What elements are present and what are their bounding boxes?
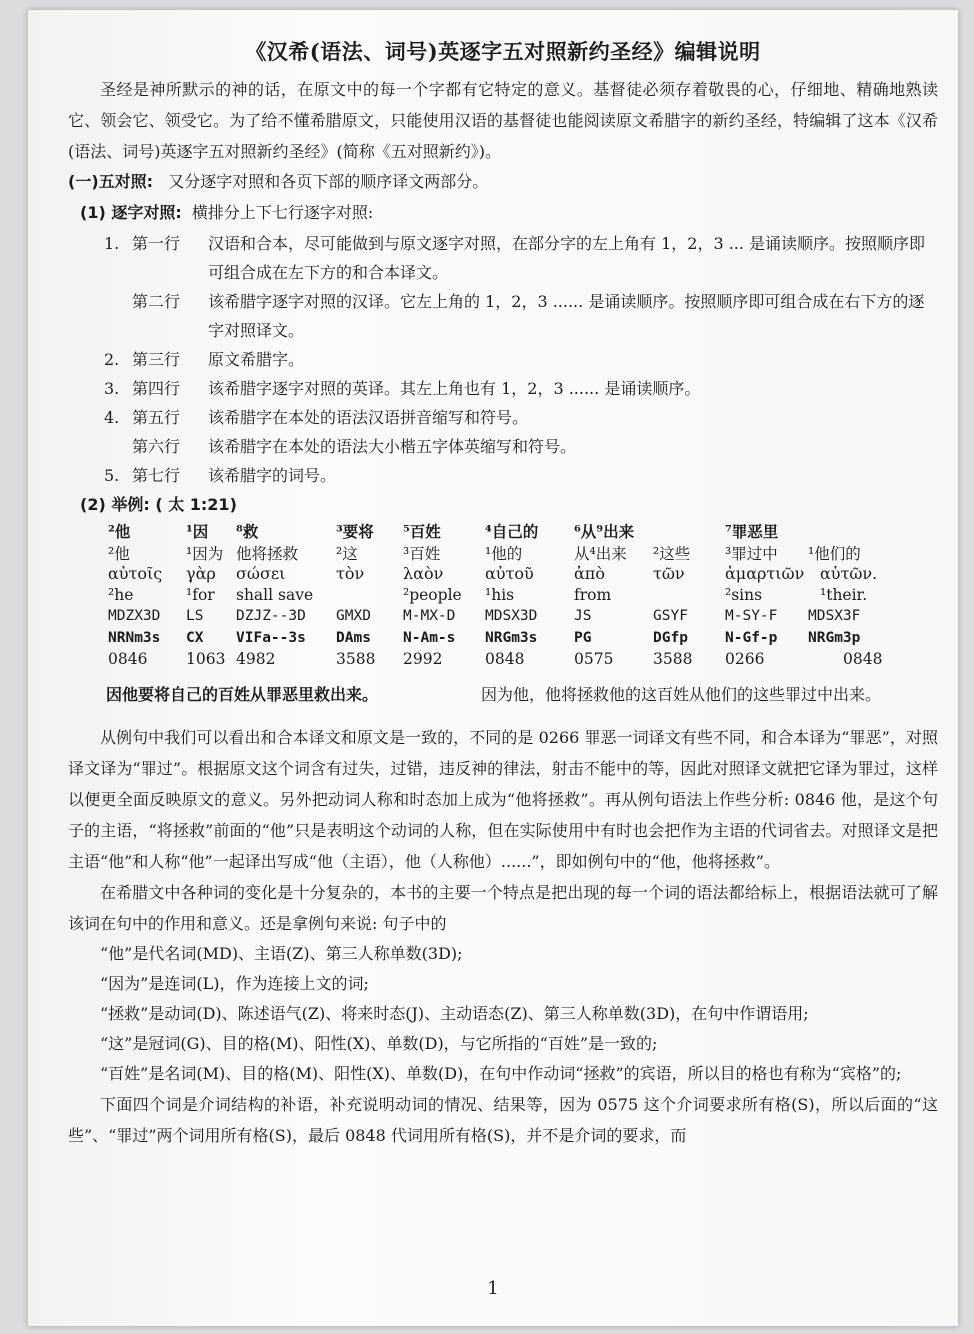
- ex4-cell: ²he: [108, 586, 134, 604]
- ex3-cell: αὐτῶν.: [820, 564, 878, 583]
- row-label: 第一行: [132, 234, 181, 253]
- grammar-item: “因为”是连词(L)，作为连接上文的词;: [100, 974, 369, 993]
- example-grid: [108, 520, 938, 666]
- ex6-cell: N-Am-s: [403, 630, 456, 646]
- row-item: [104, 374, 938, 403]
- row-item: [104, 345, 938, 374]
- row-label: 第四行: [132, 379, 181, 398]
- ex7-cell: 0848: [843, 650, 883, 668]
- example-label: (2) 举例:: [80, 495, 150, 514]
- ex1-cell: ⁸救: [236, 522, 259, 541]
- ex6-cell: PG: [574, 630, 592, 646]
- example-heading: [80, 490, 938, 520]
- literal-translation: 因为他，他将拯救他的这百姓从他们的这些罪过中出来。: [481, 685, 882, 704]
- ex4-cell: ¹their.: [820, 586, 868, 604]
- ex4-cell: ¹for: [186, 586, 215, 604]
- ex6-cell: NRGm3p: [808, 630, 861, 646]
- ex4-cell: ²sins: [725, 586, 763, 604]
- ex3-cell: ἁμαρτιῶν: [725, 564, 805, 583]
- ex5-cell: MDSX3F: [808, 608, 861, 624]
- ex6-cell: NRGm3s: [485, 630, 538, 646]
- ex6-cell: DAms: [336, 630, 371, 646]
- ex5-cell: GMXD: [336, 608, 371, 624]
- row-num: 5.: [104, 466, 120, 485]
- row-desc: 该希腊字在本处的语法大小楷五字体英缩写和符号。: [208, 437, 577, 456]
- row-list: [80, 229, 938, 490]
- analysis-paragraph: 从例句中我们可以看出和合本译文和原文是一致的，不同的是 0266 罪恶一词译文有些不同，和合本译为“罪恶”，对照译文译为“罪过”。根据原文这个词含有过失，过错，违反神的律法，射击不能中的等，因此对照译文就把它译为罪过，这样以便更全面反映原文的意义。另外把动词人称和时态加上成为“他将拯救”。再从例句语法上作些分析: 0846 他，是这个句子的主语，“将拯救”前面的“他”只是表明这个动词的人称，但在实际使用中有时也会把作为主语的代词省去。对照译文是把主语“他”和人称“他”一起译出写成“他（主语），他（人称他）......”，即如例句中的“他，他将拯救”。: [68, 728, 938, 871]
- ex2-cell: ¹他的: [485, 545, 523, 563]
- ex2-cell: ¹因为: [186, 545, 224, 563]
- row-label: 第七行: [132, 466, 181, 485]
- row-item: [104, 432, 938, 461]
- row-label: 第二行: [132, 292, 181, 311]
- ex2-cell: ³百姓: [403, 545, 441, 563]
- ex5-cell: MDZX3D: [108, 608, 161, 624]
- ex7-cell: 2992: [403, 650, 443, 668]
- ex6-cell: DGfp: [653, 630, 688, 646]
- grammar-item: “拯救”是动词(D)、陈述语气(Z)、将来时态(J)、主动语态(Z)、第三人称单数(3D)，在句中作谓语用;: [100, 1004, 809, 1023]
- row-desc: 该希腊字逐字对照的英译。其左上角也有 1，2，3 ...... 是诵读顺序。: [208, 379, 701, 398]
- row-desc: 该希腊字在本处的语法汉语拼音缩写和符号。: [208, 408, 529, 427]
- ex1-cell: ⁶从⁹出来: [574, 522, 635, 541]
- ex1-cell: ⁴自己的: [485, 522, 539, 541]
- section-text: 又分逐字对照和各页下部的顺序译文两部分。: [168, 172, 489, 191]
- section-label: (一)五对照:: [68, 172, 154, 191]
- document-page: [28, 10, 958, 1326]
- grammar-paragraph: 在希腊文中各种词的变化是十分复杂的，本书的主要一个特点是把出现的每一个词的语法都给标上，根据语法就可了解该词在句中的作用和意义。还是拿例句来说: 句子中的: [68, 883, 938, 933]
- grammar-item: “百姓”是名词(M)、目的格(M)、阳性(X)、单数(D)，在句中作动词“拯救”的宾语，所以目的格也有称为“宾格”的;: [100, 1064, 902, 1083]
- ex7-cell: 1063: [186, 650, 226, 668]
- ex3-cell: αὐτοῖς: [108, 564, 163, 583]
- union-translation: 因他要将自己的百姓从罪恶里救出来。: [106, 685, 379, 704]
- closing-paragraph: 下面四个词是介词结构的补语，补充说明动词的情况、结果等，因为 0575 这个介词要求所有格(S)，所以后面的“这些”、“罪过”两个词用所有格(S)，最后 0848 代词用所有格(S)，并不是介词的要求，而: [68, 1095, 938, 1145]
- ex1-cell: ³要将: [336, 522, 374, 541]
- ex3-cell: γὰρ: [186, 564, 216, 583]
- page-content: [68, 30, 938, 1151]
- ex2-cell: 从⁴出来: [574, 545, 627, 563]
- ex3-cell: τὸν: [336, 564, 365, 583]
- ex2-cell: ³罪过中: [725, 545, 778, 563]
- subsection-word-contrast: [80, 197, 938, 229]
- ex4-cell: from: [574, 586, 612, 604]
- row-label: 第六行: [132, 437, 181, 456]
- row-num: 3.: [104, 379, 120, 398]
- ex5-cell: DZJZ--3D: [236, 608, 306, 624]
- ex3-cell: σώσει: [236, 564, 286, 583]
- ex4-cell: ²people: [403, 586, 462, 604]
- ex2-cell: ¹他们的: [808, 545, 861, 563]
- ex5-cell: M-MX-D: [403, 608, 456, 624]
- ex6-cell: CX: [186, 630, 204, 646]
- ex6-cell: N-Gf-p: [725, 630, 778, 646]
- row-item: [104, 461, 938, 490]
- row-num: [104, 287, 132, 345]
- row-item: [104, 403, 938, 432]
- ex6-cell: VIFa--3s: [236, 630, 306, 646]
- ex3-cell: αὐτοῦ: [485, 564, 534, 583]
- ex7-cell: 3588: [653, 650, 693, 668]
- row-label: 第五行: [132, 408, 181, 427]
- ex3-cell: τῶν: [653, 564, 685, 583]
- row-item: [104, 229, 938, 287]
- row-item: [104, 287, 938, 345]
- ex2-cell: ²他: [108, 545, 130, 563]
- ex7-cell: 3588: [336, 650, 376, 668]
- row-num: 1.: [104, 234, 120, 253]
- intro-paragraph: 圣经是神所默示的神的话，在原文中的每一个字都有它特定的意义。基督徒必须存着敬畏的心，仔细地、精确地熟读它、领会它、领受它。为了给不懂希腊原文，只能使用汉语的基督徒也能阅读原文希腊字的新约圣经，特编辑了这本《汉希(语法、词号)英逐字五对照新约圣经》(简称《五对照新约》)。: [68, 80, 938, 161]
- section-five-contrast: [68, 167, 938, 197]
- ex5-cell: LS: [186, 608, 204, 624]
- ex5-cell: JS: [574, 608, 592, 624]
- row-num: [104, 432, 132, 461]
- ex1-cell: ¹因: [186, 522, 209, 541]
- ex1-cell: ⁷罪恶里: [725, 522, 779, 541]
- ex1-cell: ²他: [108, 522, 131, 541]
- ex2-cell: ²这些: [653, 545, 691, 563]
- grammar-item: “他”是代名词(MD)、主语(Z)、第三人称单数(3D);: [100, 944, 463, 963]
- row-desc: 原文希腊字。: [208, 350, 305, 369]
- ex2-cell: ²这: [336, 545, 358, 563]
- ex7-cell: 0266: [725, 650, 765, 668]
- row-desc: 汉语和合本，尽可能做到与原文逐字对照，在部分字的左上角有 1，2，3 ... 是诵读顺序。按照顺序即可组合成在左下方的和合本译文。: [208, 234, 926, 282]
- row-desc: 该希腊字逐字对照的汉译。它左上角的 1，2，3 ...... 是诵读顺序。按照顺序即可组合成在右下方的逐字对照译文。: [208, 292, 925, 340]
- ex5-cell: GSYF: [653, 608, 688, 624]
- page-number: 1: [487, 1278, 499, 1299]
- ex7-cell: 0575: [574, 650, 614, 668]
- row-num: 4.: [104, 408, 120, 427]
- grammar-item: “这”是冠词(G)、目的格(M)、阳性(X)、单数(D)，与它所指的“百姓”是一致的;: [100, 1034, 658, 1053]
- subsection-label: (1) 逐字对照:: [80, 203, 182, 222]
- row-label: 第三行: [132, 350, 181, 369]
- ex7-cell: 0846: [108, 650, 148, 668]
- ex3-cell: ἀπὸ: [574, 564, 605, 583]
- subsection-text: 横排分上下七行逐字对照:: [191, 203, 374, 222]
- ex5-cell: MDSX3D: [485, 608, 538, 624]
- ex6-cell: NRNm3s: [108, 630, 161, 646]
- ex7-cell: 0848: [485, 650, 525, 668]
- ex7-cell: 4982: [236, 650, 276, 668]
- row-num: 2.: [104, 350, 120, 369]
- ex4-cell: shall save: [236, 586, 314, 604]
- row-desc: 该希腊字的词号。: [208, 466, 337, 485]
- example-translations: [106, 680, 938, 710]
- example-ref: ( 太 1:21): [155, 495, 237, 514]
- ex5-cell: M-SY-F: [725, 608, 778, 624]
- ex4-cell: ¹his: [485, 586, 515, 604]
- ex3-cell: λαὸν: [403, 564, 444, 583]
- page-title: 《汉希(语法、词号)英逐字五对照新约圣经》编辑说明: [245, 39, 761, 64]
- ex2-cell: 他将拯救: [236, 545, 299, 563]
- ex1-cell: ⁵百姓: [403, 522, 441, 541]
